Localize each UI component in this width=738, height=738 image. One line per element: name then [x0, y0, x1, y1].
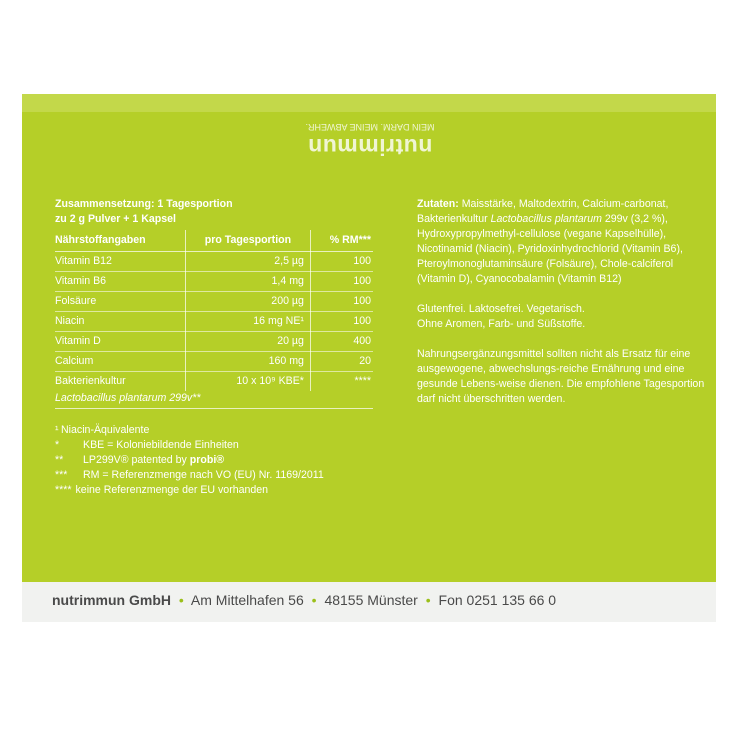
- ingredients-label: Zutaten:: [417, 198, 459, 210]
- row-rm: 100: [310, 272, 373, 292]
- footnote-text: LP299V® patented by: [83, 454, 187, 466]
- phone: Fon 0251 135 66 0: [438, 592, 557, 608]
- footnote-mark: ***: [55, 469, 68, 481]
- header-rm: % RM***: [310, 230, 373, 252]
- composition-section: [55, 197, 373, 498]
- row-name: Vitamin B6: [55, 272, 185, 292]
- footnote-mark: **: [55, 454, 64, 466]
- composition-title: Zusammensetzung: 1 Tagesportion zu 2 g Pulver + 1 Kapsel: [55, 198, 233, 225]
- footnote-mark: *: [55, 439, 60, 451]
- supplement-notice: Nahrungsergänzungsmittel sollten nicht als Ersatz für eine ausgewogene, abwechslungs-reiche Ernährung und eine gesunde Lebens-weise dienen. Die empfohlene Tagesportion darf nicht überschritten werden.: [417, 348, 705, 405]
- row-rm: 100: [310, 312, 373, 332]
- row-amount: 160 mg: [185, 352, 310, 372]
- box-top-flap: [22, 94, 716, 112]
- row-rm: 100: [310, 252, 373, 272]
- footer-address: [52, 592, 556, 608]
- footnote-mark: ¹: [55, 424, 59, 436]
- table-row: [55, 352, 373, 372]
- brand-name: nutrimmun: [307, 134, 433, 160]
- company-name: nutrimmun GmbH: [52, 592, 171, 608]
- row-amount: 20 µg: [185, 332, 310, 352]
- culture-rm: ****: [354, 375, 371, 387]
- nutrition-table-header: [55, 230, 373, 252]
- row-name: Calcium: [55, 352, 185, 372]
- culture-amount: 10 x 10⁹ KBE*: [185, 372, 310, 392]
- separator: •: [178, 592, 184, 608]
- footnote-text: KBE = Koloniebildende Einheiten: [83, 439, 239, 451]
- table-row: [55, 312, 373, 332]
- ingredients-text: Zutaten: Maisstärke, Maltodextrin, Calcium-carbonat, Bakterienkultur Lactobacillus plantarum 299v (3,2 %), Hydroxypropylmethyl-cellulose (vegane Kapselhülle), Nicotinamid (Niacin), Pyridoxinhydrochlorid (Vitamin B6), Pteroylmonoglutaminsäure (Folsäure), Chole-calciferol (Vitamin D), Cyanocobalamin (Vitamin B12): [417, 198, 683, 285]
- culture-name: Bakterienkultur: [55, 372, 185, 392]
- brand-tagline: MEIN DARM. MEINE ABWEHR.: [305, 122, 435, 132]
- ingredients-section: [417, 197, 707, 422]
- row-rm: 400: [310, 332, 373, 352]
- footnote: [55, 438, 373, 453]
- row-name: Niacin: [55, 312, 185, 332]
- row-name: Vitamin D: [55, 332, 185, 352]
- footnote: [55, 468, 373, 483]
- row-rm: 20: [310, 352, 373, 372]
- free-from-text: Glutenfrei. Laktosefrei. Vegetarisch. Ohne Aromen, Farb- und Süßstoffe.: [417, 303, 586, 330]
- footnote-text: RM = Referenzmenge nach VO (EU) Nr. 1169/2011: [83, 469, 324, 481]
- row-amount: 2,5 µg: [185, 252, 310, 272]
- nutrition-table: [55, 230, 373, 391]
- separator: •: [425, 592, 431, 608]
- brand-mark-upside-down: [220, 122, 520, 160]
- table-row: [55, 252, 373, 272]
- table-row: [55, 272, 373, 292]
- header-amount: pro Tagesportion: [185, 230, 310, 252]
- row-name: Vitamin B12: [55, 252, 185, 272]
- table-row: [55, 332, 373, 352]
- culture-row: [55, 372, 373, 392]
- table-row: [55, 292, 373, 312]
- header-nutrients: Nährstoffangaben: [55, 230, 185, 252]
- row-amount: 200 µg: [185, 292, 310, 312]
- culture-strain: Lactobacillus plantarum 299v**: [55, 391, 373, 409]
- footnote-text: keine Referenzmenge der EU vorhanden: [75, 484, 269, 496]
- footnotes: [55, 423, 373, 498]
- row-name: Folsäure: [55, 292, 185, 312]
- footnote: [55, 483, 373, 498]
- separator: •: [311, 592, 317, 608]
- probi-logo-text: probi®: [189, 454, 225, 466]
- city: 48155 Münster: [324, 592, 418, 608]
- street: Am Mittelhafen 56: [190, 592, 304, 608]
- footnote: [55, 453, 373, 468]
- footnote-text: Niacin-Äquivalente: [61, 424, 150, 436]
- footnote-mark: ****: [55, 484, 72, 496]
- row-rm: 100: [310, 292, 373, 312]
- row-amount: 1,4 mg: [185, 272, 310, 292]
- row-amount: 16 mg NE¹: [185, 312, 310, 332]
- footnote: [55, 423, 373, 438]
